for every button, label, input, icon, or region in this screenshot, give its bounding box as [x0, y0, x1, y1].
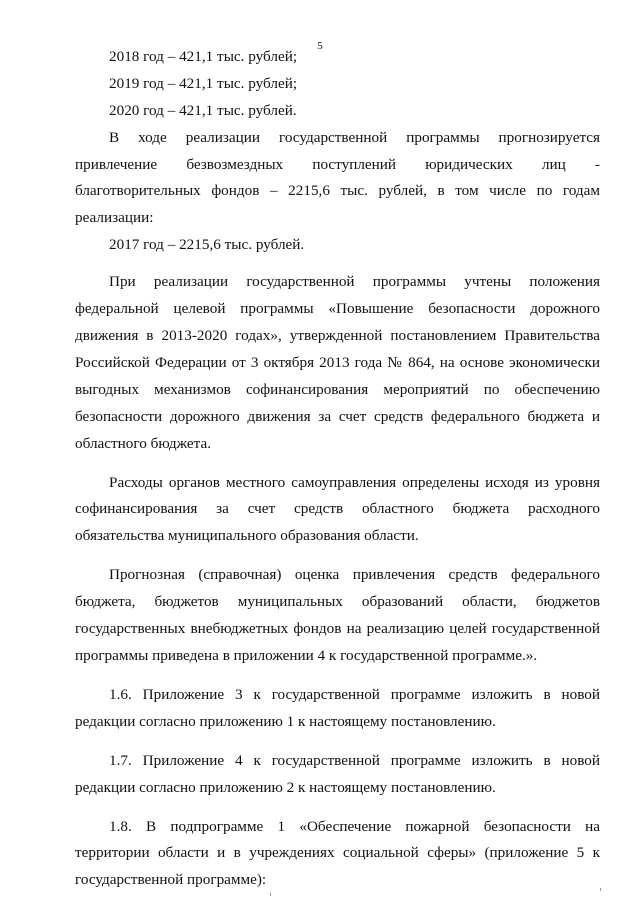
paragraph-local-expenses: Расходы органов местного самоуправления определены исходя из уровня софинансирования за счет средств областного бюджета расходного обязательства муниципального образования области. — [75, 473, 600, 545]
paragraph-road-safety: При реализации государственной программы учтены положения федеральной целевой программы «Повышение безопасности дорожного движения в 2013-2020 годах», утвержденной постановлением Правительства Российской Федерации от 3 октября 2013 года № 864, на основе экономически выгодных механизмов софинансирования мероприятий по обеспечению безопасности дорожного движения за счет средств федерального бюджета и областного бюджета. — [75, 273, 600, 452]
paragraph-charitable-funds: В ходе реализации государственной программы прогнозируется привлечение безвозмездных поступлений юридических лиц - благотворительных фондов – 2215,6 тыс. рублей, в том числе по годам реализации: — [75, 128, 600, 227]
paragraph-item-1-6: 1.6. Приложение 3 к государственной программе изложить в новой редакции согласно приложению 1 к настоящему постановлению. — [75, 685, 600, 730]
spacer — [75, 550, 600, 562]
paragraph-forecast-estimate: Прогнозная (справочная) оценка привлечения средств федерального бюджета, бюджетов муниципальных образований области, бюджетов государственных внебюджетных фондов на реализацию целей государственной программы приведена в приложении 4 к государственной программе.». — [75, 566, 600, 664]
funding-year-2017: 2017 год – 2215,6 тыс. рублей. — [109, 236, 305, 254]
spacer — [75, 802, 600, 814]
funding-year-2020: 2020 год – 421,1 тыс. рублей. — [109, 101, 297, 119]
spacer — [75, 736, 600, 748]
spacer — [75, 458, 600, 470]
spacer — [75, 670, 600, 682]
paragraph-item-1-8: 1.8. В подпрограмме 1 «Обеспечение пожарной безопасности на территории области и в учреждениях социальной сферы» (приложение 5 к государственной программе): — [75, 817, 600, 889]
scan-speck — [600, 888, 601, 891]
document-body — [75, 44, 600, 894]
spacer — [75, 259, 600, 269]
scan-speck — [270, 893, 271, 896]
funding-year-2018: 2018 год – 421,1 тыс. рублей; — [109, 48, 298, 65]
funding-year-2019: 2019 год – 421,1 тыс. рублей; — [109, 74, 298, 92]
page-number: 5 — [317, 40, 323, 52]
paragraph-item-1-7: 1.7. Приложение 4 к государственной программе изложить в новой редакции согласно приложению 2 к настоящему постановлению. — [75, 751, 600, 796]
